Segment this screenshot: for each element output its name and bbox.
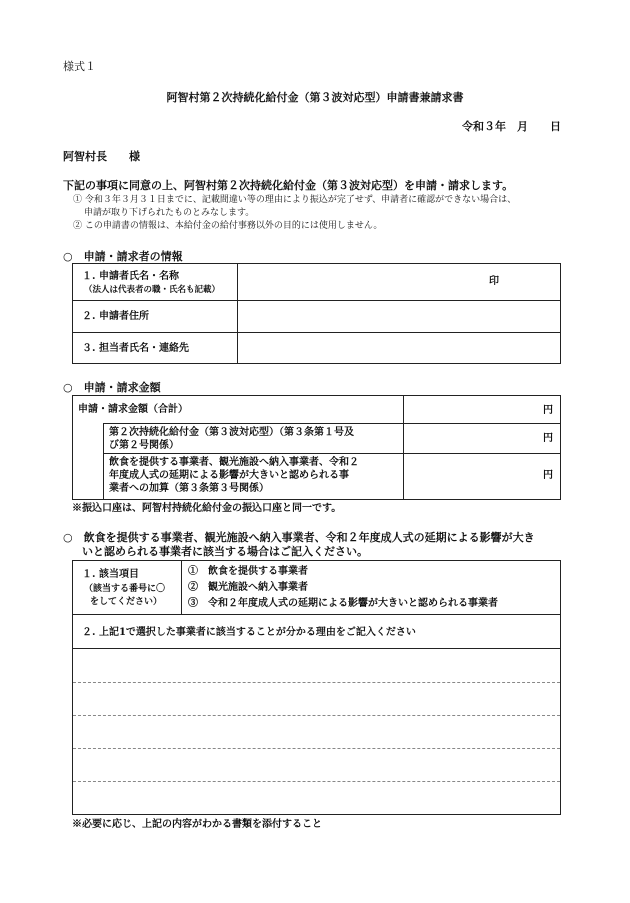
applicant-name-sublabel: （法人は代表者の職・氏名も記載） (84, 285, 221, 295)
note-1-continued: 申請が取り下げられたものとみなします。 (84, 208, 255, 218)
divider (103, 423, 561, 424)
total-amount-unit: 円 (543, 405, 553, 416)
divider (103, 423, 104, 500)
applicant-name-label: １. 申請者氏名・名称 (82, 271, 179, 282)
divider (72, 648, 561, 649)
category-label: １. 該当項目 (82, 569, 139, 580)
addressee: 阿智村長 様 (63, 150, 140, 163)
section3-heading-line2: いと認められる事業者に該当する場合はご記入ください。 (82, 545, 368, 558)
date-line: 令和３年 月 日 (462, 120, 561, 133)
bonus-label-line3: 業者への加算（第３条第３号関係） (109, 483, 269, 494)
divider (403, 395, 404, 500)
base-benefit-label-line2: び第２号関係） (109, 440, 179, 451)
option-coming-of-age-affected[interactable]: ③ 令和２年度成人式の延期による影響が大きいと認められる事業者 (188, 598, 498, 609)
applicant-name-field[interactable] (240, 266, 558, 298)
reason-label: ２. 上記1で選択した事業者に該当することが分かる理由をご記入ください (82, 627, 416, 638)
intro-statement: 下記の事項に同意の上、阿智村第２次持続化給付金（第３波対応型）を申請・請求します。 (63, 179, 514, 192)
section1-heading: ○ 申請・請求者の情報 (63, 250, 183, 263)
applicant-address-field[interactable] (240, 303, 558, 330)
form-number: 様式１ (63, 60, 96, 73)
total-amount-label: 申請・請求金額（合計） (78, 404, 188, 415)
section3-heading-line1: ○ 飲食を提供する事業者、観光施設へ納入事業者、令和２年度成人式の延期による影響が大き (63, 531, 535, 544)
bonus-label-line2: 年度成人式の延期による影響が大きいと認められる事 (109, 470, 349, 481)
category-sublabel-line2: をしてください） (90, 597, 163, 607)
total-amount-field[interactable] (406, 398, 538, 421)
option-tourism-supplier[interactable]: ② 観光施設へ納入事業者 (188, 582, 308, 593)
bonus-label-line1: 飲食を提供する事業者、観光施設へ納入事業者、令和２ (109, 457, 359, 468)
applicant-address-label: ２. 申請者住所 (82, 311, 149, 322)
reason-textarea[interactable] (74, 650, 559, 813)
contact-person-label: ３. 担当者氏名・連絡先 (82, 343, 189, 354)
bonus-unit: 円 (543, 470, 553, 481)
document-title: 阿智村第２次持続化給付金（第３波対応型）申請書兼請求書 (166, 91, 464, 104)
option-restaurant[interactable]: ① 飲食を提供する事業者 (188, 566, 308, 577)
section2-heading: ○ 申請・請求金額 (63, 381, 161, 394)
base-benefit-unit: 円 (543, 433, 553, 444)
divider (181, 560, 182, 614)
contact-person-field[interactable] (240, 335, 558, 362)
category-sublabel-line1: （該当する番号に〇 (84, 584, 166, 594)
divider (72, 614, 561, 615)
divider (72, 332, 561, 333)
base-benefit-field[interactable] (406, 426, 538, 451)
note-1: ① 令和３年３月３１日までに、記載間違い等の理由により振込が完了せず、申請者に確認ができない場合は、 (73, 195, 517, 205)
divider (103, 453, 561, 454)
base-benefit-label-line1: 第２次持続化給付金（第３波対応型）（第３条第１号及 (109, 427, 354, 438)
note-2: ② この申請書の情報は、本給付金の給付事務以外の目的には使用しません。 (73, 221, 383, 231)
divider (72, 300, 561, 301)
attachment-note: ※必要に応じ、上記の内容がわかる書類を添付すること (72, 819, 322, 830)
bonus-amount-field[interactable] (406, 456, 538, 498)
transfer-account-note: ※振込口座は、阿智村持続化給付金の振込口座と同一です。 (72, 503, 342, 514)
seal-mark: 印 (489, 276, 499, 287)
